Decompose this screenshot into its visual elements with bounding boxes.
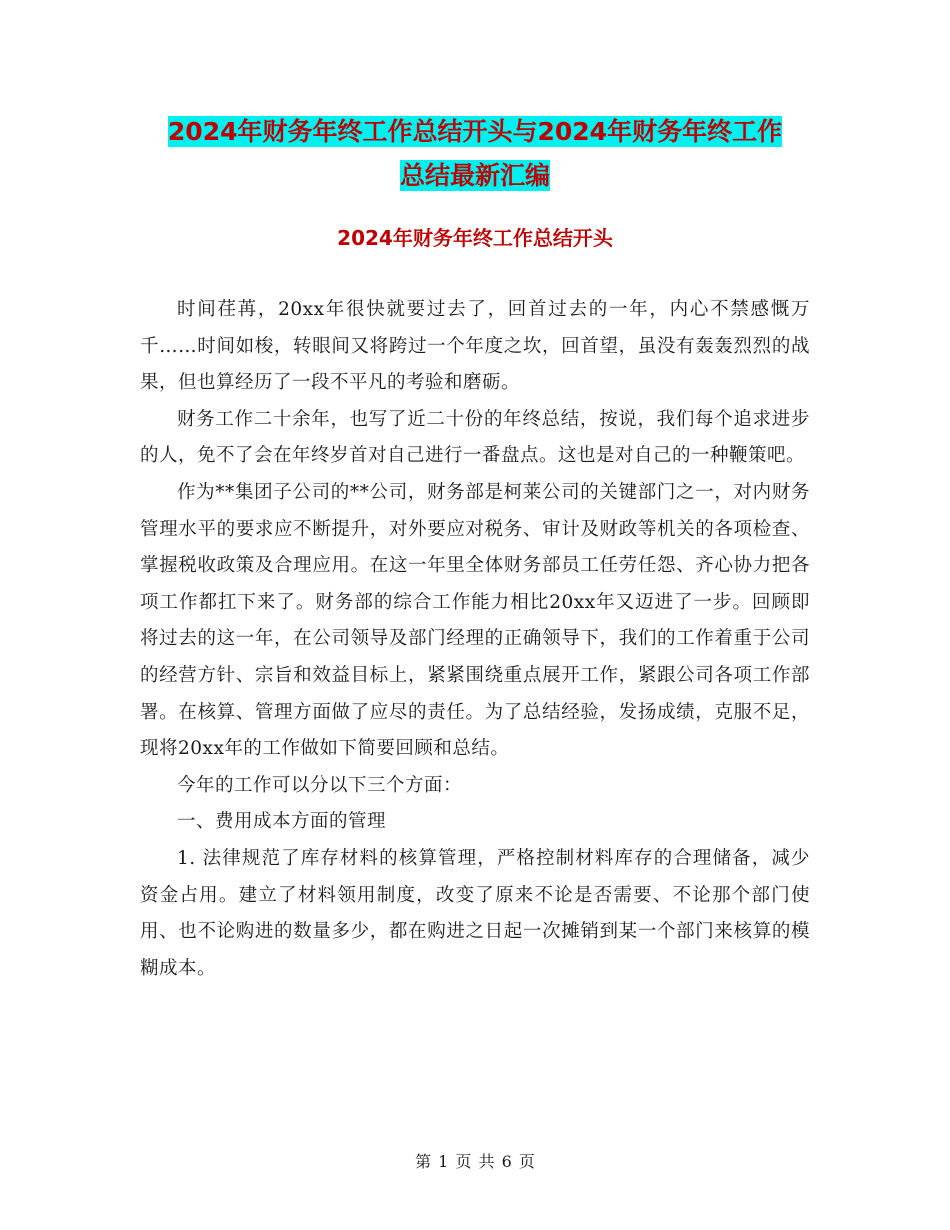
document-title-line1: 2024年财务年终工作总结开头与2024年财务年终工作 — [167, 117, 783, 146]
document-title-line2: 总结最新汇编 — [399, 161, 550, 190]
paragraph: 作为**集团子公司的**公司，财务部是柯莱公司的关键部门之一，对内财务管理水平的要求应不断提升，对外要应对税务、审计及财政等机关的各项检查、掌握税收政策及合理应用。在这一年里全体财务部员工任劳任怨、齐心协力把各项工作都扛下来了。财务部的综合工作能力相比20xx年又迈进了一步。回顾即将过去的这一年，在公司领导及部门经理的正确领导下，我们的工作着重于公司的经营方针、宗旨和效益目标上，紧紧围绕重点展开工作，紧跟公司各项工作部署。在核算、管理方面做了应尽的责任。为了总结经验，发扬成绩，克服不足，现将20xx年的工作做如下简要回顾和总结。 — [140, 481, 810, 760]
paragraph: 今年的工作可以分以下三个方面： — [177, 774, 463, 796]
paragraph: 1. 法律规范了库存材料的核算管理，严格控制材料库存的合理储备，减少资金占用。建立了材料领用制度，改变了原来不论是否需要、不论那个部门使用、也不论购进的数量多少，都在购进之日起一次摊销到某一个部门来核算的模糊成本。 — [140, 847, 810, 979]
paragraph: 一、费用成本方面的管理 — [177, 811, 387, 833]
paragraph: 时间荏苒，20xx年很快就要过去了，回首过去的一年，内心不禁感慨万千……时间如梭，转眼间又将跨过一个年度之坎，回首望，虽没有轰轰烈烈的战果，但也算经历了一段不平凡的考验和磨砺。 — [140, 299, 810, 394]
section-title: 2024年财务年终工作总结开头 — [337, 226, 613, 250]
document-body — [140, 292, 810, 987]
page-footer: 第 1 页 共 6 页 — [415, 1152, 535, 1171]
document-title — [0, 110, 950, 198]
paragraph: 财务工作二十余年，也写了近二十份的年终总结，按说，我们每个追求进步的人，免不了会在年终岁首对自己进行一番盘点。这也是对自己的一种鞭策吧。 — [140, 408, 810, 467]
